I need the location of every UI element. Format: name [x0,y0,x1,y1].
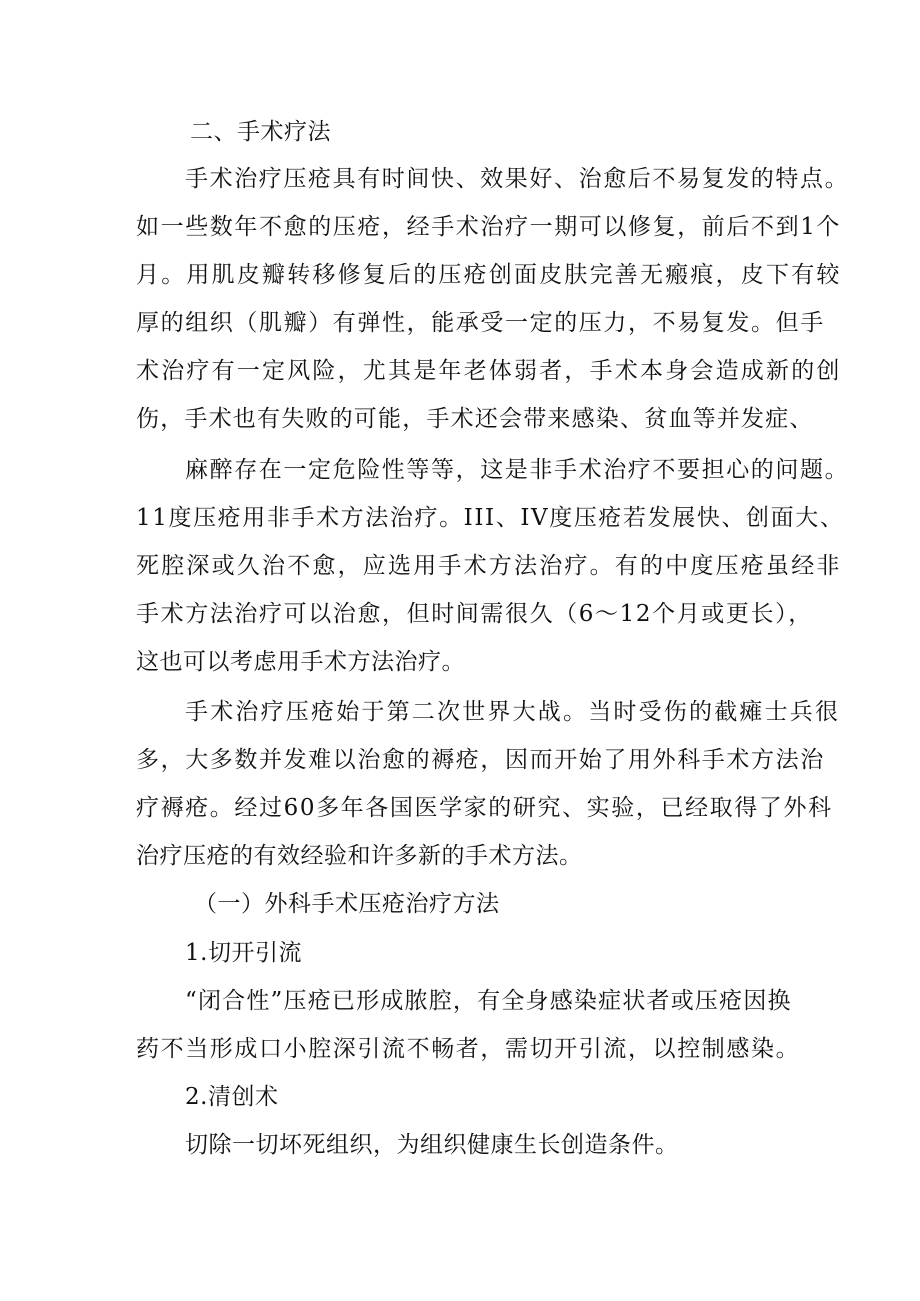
paragraph-line: 术治疗有一定风险，尤其是年老体弱者，手术本身会造成新的创 [136,358,842,384]
paragraph-line: “闭合性”压疮已形成脓腔，有全身感染症状者或压疮因换 [185,988,792,1014]
paragraph-line: 伤，手术也有失败的可能，手术还会带来感染、贫血等并发症、 [136,406,814,432]
paragraph-line: 多，大多数并发难以治愈的褥疮，因而开始了用外科手术方法治 [136,747,825,773]
subsection-heading: （一）外科手术压疮治疗方法 [194,891,500,917]
paragraph-line: 手术方法治疗可以治愈，但时间需很久（6～12个月或更长）， [136,601,813,627]
item-heading: 1.切开引流 [185,940,302,966]
paragraph-line: 厚的组织（肌瓣）有弹性，能承受一定的压力，不易复发。但手 [136,310,825,336]
paragraph-line: 月。用肌皮瓣转移修复后的压疮创面皮肤完善无瘢痕，皮下有较 [136,262,842,288]
paragraph-line: 这也可以考虑用手术方法治疗。 [136,649,465,675]
item-heading: 2.清创术 [185,1084,279,1110]
paragraph-line: 治疗压疮的有效经验和许多新的手术方法。 [136,843,583,869]
paragraph-line: 麻醉存在一定危险性等等，这是非手术治疗不要担心的问题。 [185,457,850,483]
paragraph-line: 疗褥疮。经过60多年各国医学家的研究、实验，已经取得了外科 [136,795,833,821]
paragraph-line: 11度压疮用非手术方法治疗。III、IV度压疮若发展快、创面大、 [136,505,845,531]
paragraph-line: 手术治疗压疮具有时间快、效果好、治愈后不易复发的特点。 [185,166,850,192]
paragraph-line: 如一些数年不愈的压疮，经手术治疗一期可以修复，前后不到1个 [136,214,842,240]
paragraph-line: 药不当形成口小腔深引流不畅者，需切开引流，以控制感染。 [136,1036,801,1062]
section-heading: 二、手术疗法 [190,119,331,145]
paragraph-line: 死腔深或久治不愈，应选用手术方法治疗。有的中度压疮虽经非 [136,553,842,579]
paragraph-line: 切除一切坏死组织，为组织健康生长创造条件。 [185,1132,679,1158]
paragraph-line: 手术治疗压疮始于第二次世界大战。当时受伤的截瘫士兵很 [185,699,841,725]
